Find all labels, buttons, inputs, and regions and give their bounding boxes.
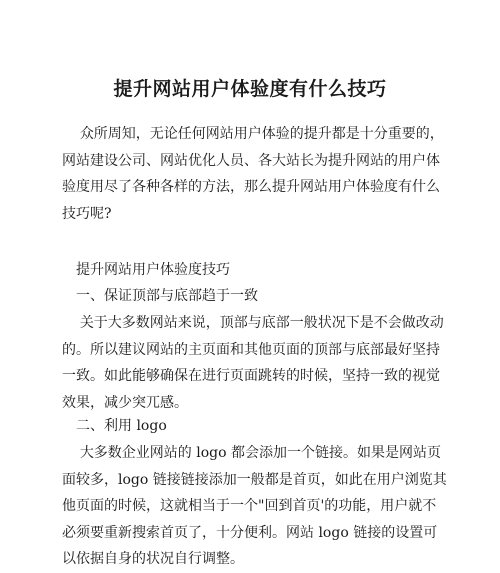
point-1-body: 关于大多数网站来说，顶部与底部一般状况下是不会做改动的。所以建议网站的主页面和其他页面的顶部与底部最好坚持一致。如此能够确保在进行页面跳转的时候，坚持一致的视觉效果，减少突兀感。 <box>62 315 444 411</box>
intro-paragraph: 众所周知，无论任何网站用户体验的提升都是十分重要的，网站建设公司、网站优化人员、各大站长为提升网站的用户体验度用尽了各种各样的方法，那么提升网站用户体验度有什么技巧呢? <box>62 126 444 222</box>
point-2-body: 大多数企业网站的 logo 都会添加一个链接。如果是网站页面较多，logo 链接链接添加一般都是首页，如此在用户浏览其他页面的时候，这就相当于一个"回到首页'的功能，用户就不必须要重新搜索首页了，十分便利。网站 logo 链接的设置可以依据自身的状况自行调整。 <box>62 445 447 567</box>
point-2-heading: 二、利用 logo <box>76 418 167 434</box>
point-1-heading: 一、保证顶部与底部趋于一致 <box>76 288 258 304</box>
article-title: 提升网站用户体验度有什么技巧 <box>113 78 387 100</box>
section-heading: 提升网站用户体验度技巧 <box>76 262 230 278</box>
